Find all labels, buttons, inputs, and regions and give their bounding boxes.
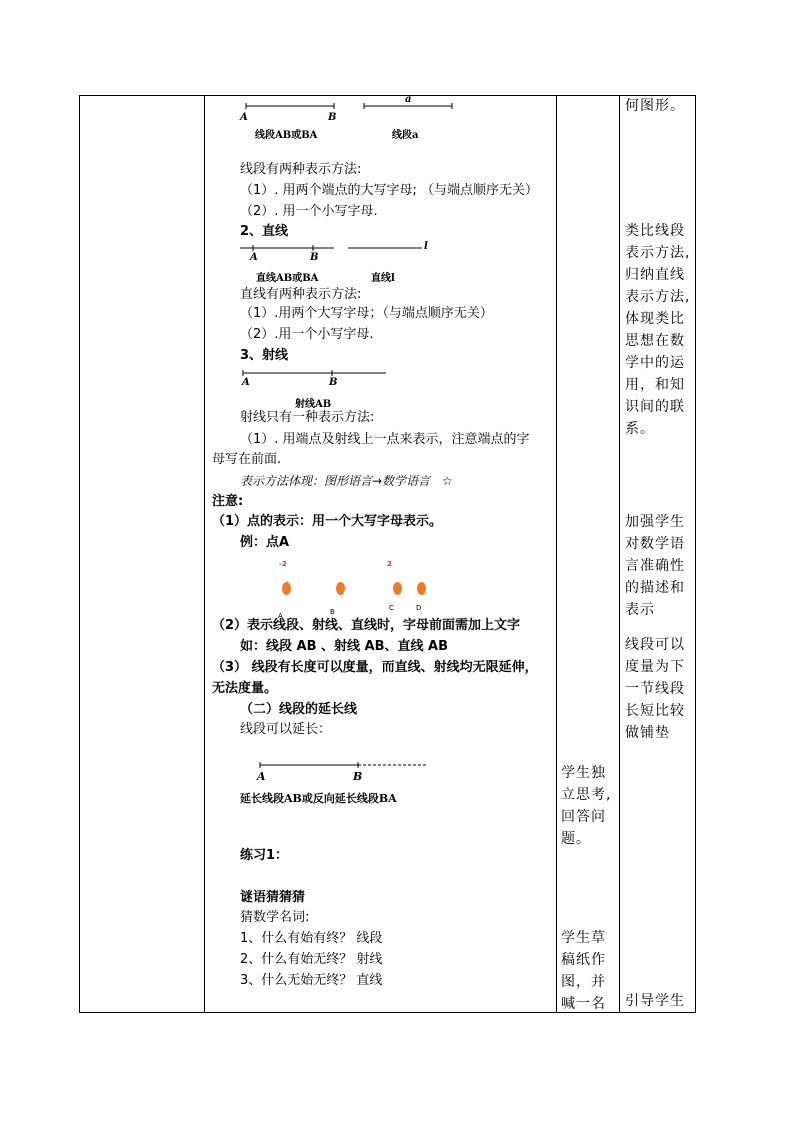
note-3-cont: 无法度量。 (212, 681, 278, 696)
student-activity-block-1 (561, 762, 611, 850)
student-activity-line: 立思考, (561, 787, 612, 803)
student-activity-line: 喊一名 (561, 996, 606, 1012)
intent-line: 度量为下 (625, 659, 685, 675)
intent-line: 识间的联 (625, 399, 685, 415)
extension-label-a: A (257, 770, 266, 783)
segment-caption-ab: 线段AB或BA (255, 130, 318, 141)
note-2-example: 如：线段 AB 、射线 AB、直线 AB (240, 639, 449, 654)
intent-line: 归纳直线 (625, 267, 685, 283)
riddle-title: 谜语猜猜猜 (240, 890, 306, 905)
point-d-dot (417, 582, 426, 595)
ray-heading: 3、射线 (240, 348, 289, 363)
riddle-question-1: 1、什么有始有终？ 线段 (240, 931, 383, 946)
intent-block-4 (625, 634, 685, 744)
table-col-border-1 (204, 95, 205, 1013)
segment-figure-drawing (240, 96, 460, 116)
intent-line: 表示方法, (625, 245, 691, 261)
intent-block-5 (625, 990, 685, 1012)
ray-methods-intro: 射线只有一种表示方法: (240, 410, 375, 425)
intent-line: 一节线段 (625, 681, 685, 697)
intent-block-1 (625, 95, 685, 117)
intent-block-3 (625, 511, 685, 621)
table-col-border-2 (556, 95, 557, 1013)
ray-figure-drawing (240, 366, 400, 380)
representation-summary: 表示方法体现：图形语言→数学语言 ☆ (240, 474, 453, 488)
note-1: （1）点的表示：用一个大写字母表示。 (212, 514, 443, 529)
student-activity-block-2 (561, 927, 606, 1015)
riddle-prompt: 猜数学名词: (240, 910, 310, 925)
ray-caption: 射线AB (295, 399, 332, 410)
extension-figure-drawing (256, 758, 436, 772)
extension-intro: 线段可以延长： (240, 722, 332, 737)
intent-line: 思想在数 (625, 333, 685, 349)
point-a-dot (282, 582, 291, 595)
segment-method-2: （2）. 用一个小写字母. (240, 204, 378, 219)
student-activity-line: 学生草 (561, 930, 606, 946)
segment-label-small-a: a (405, 94, 412, 105)
intent-line: 引导学生 (625, 993, 685, 1009)
line-caption-ab: 直线AB或BA (256, 273, 319, 284)
segment-caption-a: 线段a (392, 130, 419, 141)
point-d-label: D (416, 604, 422, 612)
line-label-l: l (424, 241, 428, 252)
line-label-a: A (250, 252, 258, 263)
intent-block-2 (625, 220, 690, 440)
student-activity-line: 学生独 (561, 765, 606, 781)
student-activity-line: 稿纸作 (561, 952, 606, 968)
points-number-right: 2 (387, 560, 392, 568)
student-activity-line: 图，并 (561, 974, 606, 990)
line-method-1: （1）.用两个大写字母；（与端点顺序无关） (240, 306, 493, 321)
intent-line: 长短比较 (625, 703, 685, 719)
line-methods-intro: 直线有两种表示方法: (240, 287, 362, 302)
riddle-question-2: 2、什么有始无终？ 射线 (240, 952, 383, 967)
ray-method-1: （1）. 用端点及射线上一点来表示，注意端点的字 (240, 432, 530, 447)
line-method-2: （2）.用一个小写字母. (240, 327, 374, 342)
line-heading: 2、直线 (240, 224, 289, 239)
practice-heading: 练习1： (240, 848, 289, 863)
intent-line: 表示 (625, 602, 655, 618)
points-number-left: -2 (279, 560, 287, 568)
riddle-question-3: 3、什么无始无终？ 直线 (240, 973, 383, 988)
point-b-label: B (330, 608, 335, 616)
note-3: （3） 线段有长度可以度量，而直线、射线均无限延伸， (212, 660, 538, 675)
table-col-border-4 (695, 95, 696, 1013)
intent-line: 类比线段 (625, 223, 685, 239)
intent-line: 线段可以 (625, 637, 685, 653)
segment-method-1: （1）. 用两个端点的大写字母; （与端点顺序无关） (240, 183, 539, 198)
note-2: （2）表示线段、射线、直线时，字母前面需加上文字 (212, 618, 521, 633)
student-activity-line: 回答问 (561, 809, 606, 825)
ray-label-a: A (242, 377, 250, 388)
intent-line: 何图形。 (625, 98, 685, 114)
intent-line: 体现类比 (625, 311, 685, 327)
notes-heading: 注意: (212, 494, 244, 509)
line-figure-drawing (238, 240, 438, 256)
point-b-dot (336, 582, 345, 595)
segment-methods-intro: 线段有两种表示方法: (240, 162, 362, 177)
intent-line: 的描述和 (625, 580, 685, 596)
point-a-label: A (278, 612, 283, 620)
segment-label-a: A (240, 112, 248, 123)
segment-label-b: B (328, 112, 337, 123)
ray-label-b: B (329, 377, 338, 388)
point-c-dot (393, 582, 402, 595)
note-1-example: 例：点A (240, 535, 290, 550)
intent-line: 对数学语 (625, 536, 685, 552)
intent-line: 言准确性 (625, 558, 685, 574)
extension-heading: （二）线段的延长线 (240, 702, 358, 717)
intent-line: 用，和知 (625, 377, 685, 393)
extension-caption: 延长线段AB或反向延长线段BA (240, 792, 397, 805)
intent-line: 学中的运 (625, 355, 685, 371)
ray-method-1-cont: 母写在前面. (212, 452, 282, 467)
intent-line: 表示方法, (625, 289, 691, 305)
intent-line: 做铺垫 (625, 725, 670, 741)
line-caption-l: 直线l (371, 273, 395, 284)
intent-line: 加强学生 (625, 514, 685, 530)
table-col-border-0 (79, 95, 80, 1013)
table-col-border-3 (619, 95, 620, 1013)
line-label-b: B (310, 252, 319, 263)
point-c-label: C (389, 604, 394, 612)
intent-line: 系。 (625, 421, 655, 437)
extension-label-b: B (353, 770, 363, 783)
student-activity-line: 题。 (561, 831, 591, 847)
